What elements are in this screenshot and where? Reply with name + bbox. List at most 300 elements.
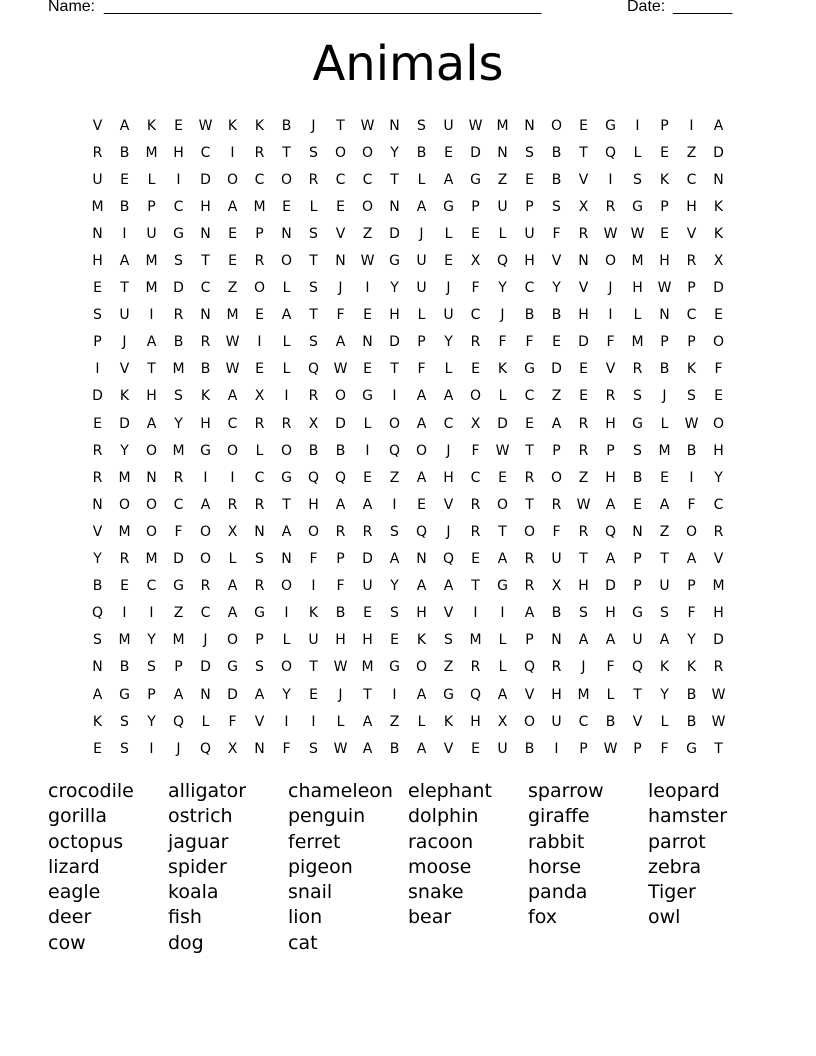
grid-letter: T	[201, 253, 210, 270]
grid-letter: A	[227, 388, 238, 405]
grid-letter: Y	[714, 469, 723, 486]
grid-letter: B	[119, 659, 130, 676]
grid-letter: O	[469, 388, 482, 405]
word-item: racoon	[408, 830, 474, 853]
grid-letter: H	[605, 415, 616, 432]
grid-letter: Q	[199, 740, 212, 757]
grid-letter: A	[173, 686, 184, 703]
grid-letter: A	[335, 334, 346, 351]
word-item: lion	[288, 906, 323, 929]
grid-letter: H	[659, 253, 670, 270]
grid-letter: I	[689, 469, 694, 486]
grid-letter: B	[551, 171, 562, 188]
grid-letter: S	[309, 280, 318, 297]
grid-letter: R	[470, 659, 481, 676]
grid-letter: S	[255, 659, 264, 676]
grid-letter: Q	[307, 469, 320, 486]
word-item: owl	[648, 906, 681, 929]
grid-letter: B	[308, 442, 319, 459]
grid-letter: M	[118, 632, 131, 649]
grid-letter: B	[659, 361, 670, 378]
grid-letter: C	[200, 605, 211, 622]
grid-letter: Z	[497, 171, 508, 188]
word-item: alligator	[168, 780, 247, 802]
grid-letter: R	[227, 496, 238, 513]
grid-letter: S	[309, 334, 318, 351]
word-item: dolphin	[408, 805, 479, 828]
grid-letter: U	[146, 225, 157, 242]
grid-letter: F	[552, 523, 561, 540]
grid-letter: O	[145, 523, 158, 540]
grid-letter: P	[633, 551, 642, 568]
grid-letter: G	[227, 659, 238, 676]
grid-letter: T	[525, 496, 534, 513]
grid-letter: S	[687, 388, 696, 405]
grid-letter: E	[714, 388, 723, 405]
grid-letter: S	[93, 307, 102, 324]
word-item: deer	[48, 906, 92, 929]
grid-letter: M	[118, 469, 131, 486]
grid-letter: G	[119, 686, 130, 703]
grid-letter: S	[147, 659, 156, 676]
grid-letter: G	[389, 659, 400, 676]
grid-letter: N	[281, 551, 292, 568]
grid-letter: Q	[604, 144, 617, 161]
grid-letter: S	[255, 551, 264, 568]
grid-letter: B	[686, 686, 697, 703]
grid-letter: S	[120, 713, 129, 730]
grid-letter: H	[551, 686, 562, 703]
grid-letter: B	[335, 442, 346, 459]
grid-letter: Q	[172, 713, 185, 730]
grid-letter: R	[119, 551, 130, 568]
grid-letter: S	[309, 740, 318, 757]
grid-letter: H	[713, 442, 724, 459]
grid-letter: I	[392, 686, 397, 703]
grid-letter: O	[415, 442, 428, 459]
grid-letter: I	[95, 361, 100, 378]
grid-letter: I	[365, 280, 370, 297]
grid-letter: R	[605, 198, 616, 215]
grid-letter: E	[471, 551, 480, 568]
grid-letter: S	[120, 740, 129, 757]
grid-letter: O	[523, 713, 536, 730]
grid-letter: L	[660, 713, 669, 730]
grid-letter: D	[173, 551, 184, 568]
grid-letter: L	[498, 225, 507, 242]
grid-letter: F	[282, 740, 291, 757]
grid-letter: L	[255, 442, 264, 459]
grid-letter: V	[92, 523, 103, 540]
grid-letter: M	[145, 253, 158, 270]
grid-letter: G	[362, 388, 373, 405]
grid-letter: O	[145, 496, 158, 513]
grid-letter: U	[497, 740, 508, 757]
grid-letter: Y	[390, 578, 399, 595]
grid-letter: I	[689, 117, 694, 134]
grid-letter: X	[497, 713, 508, 730]
grid-letter: X	[227, 740, 238, 757]
grid-letter: O	[388, 415, 401, 432]
grid-letter: K	[200, 388, 211, 405]
grid-letter: A	[497, 686, 508, 703]
grid-letter: I	[230, 469, 235, 486]
grid-letter: K	[686, 361, 697, 378]
grid-letter: O	[496, 496, 509, 513]
grid-letter: B	[119, 198, 130, 215]
grid-letter: K	[686, 659, 697, 676]
grid-letter: Q	[415, 523, 428, 540]
word-item: fish	[168, 906, 202, 929]
grid-letter: V	[443, 740, 454, 757]
grid-letter: K	[254, 117, 265, 134]
grid-letter: R	[524, 578, 535, 595]
grid-letter: Y	[660, 686, 669, 703]
word-item: chameleon	[288, 780, 393, 802]
grid-letter: C	[173, 496, 184, 513]
word-item: cow	[48, 931, 86, 954]
grid-letter: D	[713, 280, 724, 297]
grid-letter: O	[280, 659, 293, 676]
grid-letter: O	[334, 388, 347, 405]
grid-letter: S	[93, 632, 102, 649]
grid-letter: H	[416, 605, 427, 622]
grid-letter: L	[498, 632, 507, 649]
grid-letter: E	[255, 361, 264, 378]
grid-letter: Z	[659, 523, 670, 540]
word-item: elephant	[408, 780, 492, 802]
grid-letter: R	[578, 523, 589, 540]
grid-letter: T	[309, 253, 318, 270]
word-item: penguin	[288, 805, 366, 828]
grid-letter: B	[389, 740, 400, 757]
grid-letter: T	[471, 578, 480, 595]
grid-letter: E	[93, 280, 102, 297]
grid-letter: M	[172, 442, 185, 459]
grid-letter: K	[119, 388, 130, 405]
grid-letter: A	[416, 740, 427, 757]
grid-letter: F	[687, 605, 696, 622]
grid-letter: Y	[444, 334, 453, 351]
grid-letter: C	[713, 496, 724, 513]
grid-letter: Y	[390, 280, 399, 297]
grid-letter: I	[176, 171, 181, 188]
grid-letter: C	[362, 171, 373, 188]
grid-letter: J	[446, 442, 451, 459]
grid-letter: Z	[686, 144, 697, 161]
word-item: sparrow	[528, 780, 604, 802]
grid-letter: D	[578, 334, 589, 351]
grid-letter: P	[471, 198, 480, 215]
grid-letter: R	[173, 469, 184, 486]
word-item: lizard	[48, 855, 100, 878]
grid-letter: Y	[93, 551, 102, 568]
grid-letter: A	[659, 632, 670, 649]
grid-letter: A	[92, 686, 103, 703]
grid-letter: D	[605, 578, 616, 595]
grid-letter: D	[389, 334, 400, 351]
grid-letter: A	[335, 496, 346, 513]
grid-letter: L	[282, 280, 291, 297]
grid-letter: S	[390, 605, 399, 622]
grid-letter: H	[335, 632, 346, 649]
grid-letter: C	[173, 198, 184, 215]
grid-letter: L	[444, 361, 453, 378]
grid-letter: O	[361, 198, 374, 215]
grid-letter: E	[93, 740, 102, 757]
grid-letter: O	[712, 334, 725, 351]
grid-letter: W	[360, 117, 375, 134]
word-item: ferret	[288, 830, 341, 853]
grid-letter: B	[524, 307, 535, 324]
grid-letter: E	[255, 307, 264, 324]
grid-letter: Y	[147, 632, 156, 649]
grid-letter: T	[120, 280, 129, 297]
grid-letter: F	[606, 334, 615, 351]
grid-letter: R	[713, 659, 724, 676]
grid-letter: B	[200, 361, 211, 378]
grid-letter: H	[605, 605, 616, 622]
grid-letter: H	[146, 388, 157, 405]
grid-letter: A	[389, 551, 400, 568]
grid-letter: L	[417, 307, 426, 324]
grid-letter: E	[363, 361, 372, 378]
grid-letter: X	[254, 388, 265, 405]
grid-letter: X	[578, 198, 589, 215]
grid-letter: R	[362, 523, 373, 540]
grid-letter: Q	[91, 605, 104, 622]
grid-letter: X	[470, 415, 481, 432]
grid-letter: H	[524, 253, 535, 270]
grid-letter: E	[228, 225, 237, 242]
grid-letter: C	[686, 307, 697, 324]
grid-letter: E	[579, 388, 588, 405]
word-item: bear	[408, 906, 452, 929]
grid-letter: A	[416, 469, 427, 486]
grid-letter: E	[363, 605, 372, 622]
grid-letter: X	[227, 523, 238, 540]
grid-letter: W	[495, 442, 510, 459]
grid-letter: T	[633, 686, 642, 703]
grid-letter: U	[524, 225, 535, 242]
grid-letter: A	[686, 551, 697, 568]
grid-letter: N	[551, 632, 562, 649]
grid-letter: U	[497, 198, 508, 215]
grid-letter: Y	[174, 415, 183, 432]
grid-letter: L	[363, 415, 372, 432]
grid-letter: Z	[578, 469, 589, 486]
grid-letter: F	[525, 334, 534, 351]
grid-letter: V	[335, 225, 346, 242]
grid-letter: L	[336, 713, 345, 730]
grid-letter: M	[145, 280, 158, 297]
grid-letter: O	[226, 632, 239, 649]
grid-letter: I	[365, 442, 370, 459]
grid-letter: P	[255, 632, 264, 649]
grid-letter: W	[225, 361, 240, 378]
grid-letter: P	[147, 686, 156, 703]
grid-letter: E	[471, 225, 480, 242]
grid-letter: E	[579, 361, 588, 378]
grid-letter: R	[578, 442, 589, 459]
grid-letter: K	[92, 713, 103, 730]
grid-letter: T	[498, 523, 507, 540]
grid-letter: M	[172, 632, 185, 649]
date-blank-line: _______	[673, 0, 732, 15]
grid-letter: N	[389, 117, 400, 134]
name-label: Name:	[48, 0, 96, 15]
grid-letter: T	[579, 551, 588, 568]
grid-letter: L	[309, 198, 318, 215]
grid-letter: A	[443, 578, 454, 595]
grid-letter: H	[686, 198, 697, 215]
grid-letter: H	[362, 632, 373, 649]
grid-letter: P	[606, 442, 615, 459]
grid-letter: D	[497, 415, 508, 432]
grid-letter: D	[200, 659, 211, 676]
grid-letter: A	[119, 117, 130, 134]
grid-letter: Z	[362, 225, 373, 242]
grid-letter: W	[333, 740, 348, 757]
grid-letter: N	[389, 198, 400, 215]
grid-letter: P	[633, 740, 642, 757]
grid-letter: T	[579, 144, 588, 161]
grid-letter: G	[632, 198, 643, 215]
grid-letter: B	[605, 713, 616, 730]
grid-letter: L	[282, 361, 291, 378]
grid-letter: T	[282, 496, 291, 513]
grid-letter: F	[552, 225, 561, 242]
grid-letter: A	[578, 632, 589, 649]
grid-letter: G	[173, 578, 184, 595]
grid-letter: H	[443, 469, 454, 486]
grid-letter: I	[257, 334, 262, 351]
grid-letter: H	[308, 496, 319, 513]
grid-letter: G	[200, 442, 211, 459]
grid-letter: I	[608, 171, 613, 188]
grid-letter: V	[92, 117, 103, 134]
grid-letter: V	[713, 551, 724, 568]
grid-letter: K	[497, 361, 508, 378]
grid-letter: W	[360, 253, 375, 270]
grid-letter: R	[92, 442, 103, 459]
grid-letter: F	[498, 334, 507, 351]
letter-grid	[84, 112, 732, 762]
grid-letter: O	[712, 415, 725, 432]
grid-letter: N	[524, 117, 535, 134]
grid-letter: O	[280, 253, 293, 270]
grid-letter: Q	[334, 469, 347, 486]
grid-letter: B	[524, 740, 535, 757]
grid-letter: E	[390, 632, 399, 649]
grid-letter: O	[361, 144, 374, 161]
grid-letter: W	[684, 415, 699, 432]
grid-letter: D	[713, 632, 724, 649]
grid-letter: E	[471, 361, 480, 378]
grid-letter: N	[254, 740, 265, 757]
grid-letter: V	[119, 361, 130, 378]
grid-letter: J	[446, 280, 451, 297]
grid-letter: U	[443, 117, 454, 134]
grid-letter: O	[280, 442, 293, 459]
grid-letter: U	[551, 551, 562, 568]
grid-letter: Q	[631, 659, 644, 676]
grid-letter: U	[362, 578, 373, 595]
grid-letter: W	[657, 280, 672, 297]
grid-letter: X	[713, 253, 724, 270]
grid-letter: G	[632, 605, 643, 622]
grid-letter: I	[635, 117, 640, 134]
grid-letter: N	[92, 496, 103, 513]
grid-letter: J	[203, 632, 208, 649]
grid-letter: U	[551, 713, 562, 730]
grid-letter: H	[470, 713, 481, 730]
grid-letter: A	[416, 198, 427, 215]
grid-letter: D	[713, 144, 724, 161]
grid-letter: C	[200, 280, 211, 297]
grid-letter: E	[471, 740, 480, 757]
grid-letter: K	[308, 605, 319, 622]
grid-letter: Q	[442, 551, 455, 568]
grid-letter: R	[200, 334, 211, 351]
grid-letter: I	[311, 578, 316, 595]
grid-letter: V	[632, 713, 643, 730]
grid-letter: B	[551, 605, 562, 622]
grid-letter: O	[253, 280, 266, 297]
grid-letter: X	[551, 578, 562, 595]
grid-letter: S	[174, 253, 183, 270]
grid-letter: S	[633, 388, 642, 405]
grid-letter: R	[524, 469, 535, 486]
grid-letter: R	[470, 496, 481, 513]
grid-letter: G	[443, 198, 454, 215]
grid-letter: Y	[390, 144, 399, 161]
grid-letter: R	[470, 523, 481, 540]
grid-letter: X	[470, 253, 481, 270]
grid-letter: R	[200, 578, 211, 595]
grid-letter: K	[227, 117, 238, 134]
grid-letter: C	[200, 144, 211, 161]
grid-letter: P	[525, 198, 534, 215]
grid-letter: B	[119, 144, 130, 161]
grid-letter: R	[254, 496, 265, 513]
grid-letter: C	[254, 469, 265, 486]
grid-letter: M	[145, 144, 158, 161]
grid-letter: B	[416, 144, 427, 161]
grid-letter: W	[603, 740, 618, 757]
grid-letter: H	[173, 144, 184, 161]
grid-letter: E	[336, 198, 345, 215]
grid-letter: H	[605, 469, 616, 486]
grid-letter: D	[389, 225, 400, 242]
grid-letter: G	[632, 415, 643, 432]
grid-letter: J	[176, 740, 181, 757]
grid-letter: W	[603, 225, 618, 242]
grid-letter: I	[473, 605, 478, 622]
grid-letter: C	[443, 415, 454, 432]
grid-letter: S	[309, 225, 318, 242]
grid-letter: P	[255, 225, 264, 242]
grid-letter: H	[713, 605, 724, 622]
grid-letter: R	[335, 523, 346, 540]
grid-letter: V	[605, 361, 616, 378]
grid-letter: R	[632, 361, 643, 378]
grid-letter: E	[714, 307, 723, 324]
grid-letter: C	[686, 171, 697, 188]
grid-letter: R	[578, 225, 589, 242]
grid-letter: D	[335, 415, 346, 432]
grid-letter: T	[336, 117, 345, 134]
